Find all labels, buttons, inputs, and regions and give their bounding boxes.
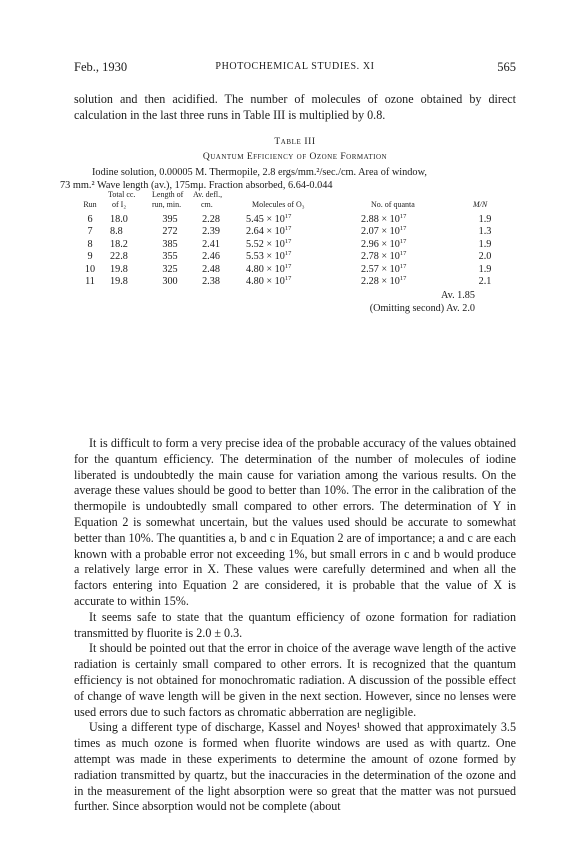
cell-quanta bbox=[361, 251, 461, 262]
cell-deflection: 2.28 bbox=[202, 214, 220, 225]
col-header-defl-2: cm. bbox=[201, 200, 213, 209]
cell-quanta-exponent: 17 bbox=[399, 250, 407, 258]
table-info bbox=[60, 166, 530, 192]
cell-molecules-mantissa: 5.52 × 10 bbox=[246, 238, 285, 250]
col-header-mn: M/N bbox=[473, 200, 488, 209]
cell-run: 11 bbox=[85, 275, 95, 287]
cell-molecules bbox=[246, 251, 350, 262]
col-header-total-1: Total cc. bbox=[108, 190, 136, 199]
page-number: 565 bbox=[497, 60, 516, 74]
cell-molecules-exponent: 17 bbox=[284, 225, 292, 233]
col-header-quanta: No. of quanta bbox=[371, 200, 415, 209]
table-average-omitting-second: (Omitting second) Av. 2.0 bbox=[369, 303, 475, 314]
table-row bbox=[60, 264, 530, 276]
cell-molecules-exponent: 17 bbox=[284, 237, 292, 245]
col-header-length-1: Length of bbox=[152, 190, 184, 199]
cell-quanta-mantissa: 2.96 × 10 bbox=[361, 238, 400, 250]
table-title: Quantum Efficiency of Ozone Formation bbox=[202, 152, 388, 162]
cell-quanta-exponent: 17 bbox=[399, 213, 407, 220]
cell-molecules bbox=[246, 239, 350, 250]
cell-run: 9 bbox=[87, 251, 93, 263]
table-header bbox=[60, 190, 530, 214]
cell-length: 272 bbox=[162, 226, 178, 238]
cell-mn: 2.0 bbox=[478, 251, 492, 263]
table-average: Av. 1.85 bbox=[441, 290, 475, 301]
table-label: Table III bbox=[274, 137, 316, 147]
intro-paragraph: solution and then acidified. The number of molecules of ozone obtained by direct calculation in the last three runs in Table III is multiplied by 0.8. bbox=[74, 92, 516, 122]
cell-quanta-mantissa: 2.57 × 10 bbox=[361, 263, 400, 275]
cell-quanta bbox=[361, 264, 461, 275]
paragraph-accuracy: It is difficult to form a very precise idea of the probable accuracy of the values obtained for the quantum efficiency. The determination of the number of molecules of iodine liberated is undoubtedly the main cause for variation among the various results. On the average these values should be good to better than 10%. The error in the calibration of the thermopile is undoubtedly small compared to other errors. The determination of Y in Equation 2 is somewhat uncertain, but the values used should be accurate to somewhat better than 10%. The quantities a, b and c in Equation 2 are of importance; a and c are each known with a probable error not exceeding 1%, but small errors in c and b would produce a relatively large error in X. These values were carefully determined and when all the factors entering into Equation 2 are considered, it is probable that the value of X is accurate to within 15%. bbox=[74, 436, 516, 608]
cell-quanta bbox=[361, 226, 461, 237]
paragraph-quartz: Using a different type of discharge, Kassel and Noyes¹ showed that approximately 3.5 times as much ozone is formed when fluorite windows are used as with quartz. One attempt was made in these experiments to determine the amount of ozone formed by radiation transmitted by quartz, but the inaccuracies in the determination of the ozone and in the measurement of the light absorption were so great that the matter was not pursued further. Since absorption would not be complete (about bbox=[74, 720, 516, 814]
cell-length: 325 bbox=[162, 263, 178, 275]
table-info-line-1: Iodine solution, 0.00005 M. Thermopile, 2.8 ergs/mm.²/sec./cm. Area of window, bbox=[92, 167, 427, 178]
cell-run: 7 bbox=[87, 226, 93, 238]
cell-quanta-mantissa: 2.28 × 10 bbox=[361, 275, 400, 287]
cell-total: 18.2 bbox=[110, 238, 128, 250]
col-header-defl-1: Av. defl., bbox=[193, 190, 223, 199]
cell-total: 22.8 bbox=[110, 251, 128, 263]
cell-deflection: 2.41 bbox=[202, 238, 220, 250]
header-title: PHOTOCHEMICAL STUDIES. XI bbox=[215, 61, 375, 72]
col-header-total-2: of I₂ bbox=[112, 200, 127, 209]
col-header-length-2: run, min. bbox=[152, 200, 182, 209]
table-row bbox=[60, 226, 530, 238]
cell-run: 10 bbox=[84, 263, 96, 275]
paragraph-wavelength: It should be pointed out that the error in choice of the average wave length of the active radiation is certainly small compared to other errors. It is recognized that the quantum efficiency is not obtained for monochromatic radiation. A discussion of the possible effect of change of wave length will be given in the next section. However, since no lenses were used errors due to such factors as chromatic abberration are negligible. bbox=[74, 641, 516, 719]
cell-molecules-mantissa: 4.80 × 10 bbox=[246, 263, 285, 275]
cell-mn: 1.9 bbox=[478, 238, 492, 250]
table-body bbox=[60, 214, 530, 288]
paragraph-conclusion: It seems safe to state that the quantum efficiency of ozone formation for radiation transmitted by fluorite is 2.0 ± 0.3. bbox=[74, 609, 516, 640]
cell-quanta bbox=[361, 214, 461, 225]
cell-deflection: 2.38 bbox=[202, 275, 220, 287]
cell-total: 19.8 bbox=[110, 263, 128, 275]
table-info-line-2: 73 mm.² Wave length (av.), 175mμ. Fraction absorbed, 6.64-0.044 bbox=[60, 180, 333, 191]
col-header-molecules: Molecules of O₃ bbox=[252, 200, 305, 209]
cell-quanta-exponent: 17 bbox=[399, 225, 407, 233]
cell-run: 8 bbox=[87, 238, 93, 250]
cell-quanta-exponent: 17 bbox=[399, 262, 407, 270]
cell-quanta-exponent: 17 bbox=[399, 274, 407, 282]
cell-length: 355 bbox=[162, 251, 178, 263]
body-text bbox=[74, 436, 516, 815]
cell-mn: 1.9 bbox=[478, 214, 492, 225]
cell-molecules bbox=[246, 264, 350, 275]
cell-length: 300 bbox=[162, 275, 178, 287]
cell-quanta-mantissa: 2.07 × 10 bbox=[361, 226, 400, 238]
cell-quanta bbox=[361, 239, 461, 250]
table-row bbox=[60, 239, 530, 251]
cell-molecules bbox=[246, 214, 350, 225]
cell-quanta-mantissa: 2.88 × 10 bbox=[361, 214, 400, 225]
cell-molecules-mantissa: 2.64 × 10 bbox=[246, 226, 285, 238]
cell-deflection: 2.48 bbox=[202, 263, 220, 275]
col-header-run: Run bbox=[83, 200, 97, 209]
cell-mn: 2.1 bbox=[478, 275, 492, 287]
cell-molecules-exponent: 17 bbox=[284, 250, 292, 258]
cell-molecules bbox=[246, 226, 350, 237]
header-date: Feb., 1930 bbox=[74, 60, 128, 74]
cell-total: 19.8 bbox=[110, 275, 128, 287]
cell-total: 18.0 bbox=[110, 214, 128, 225]
cell-length: 395 bbox=[162, 214, 178, 225]
cell-mn: 1.3 bbox=[478, 226, 492, 238]
intro-text bbox=[74, 92, 516, 124]
cell-deflection: 2.46 bbox=[202, 251, 220, 263]
cell-molecules-exponent: 17 bbox=[284, 213, 292, 220]
cell-molecules bbox=[246, 276, 350, 287]
cell-total: 8.8 bbox=[110, 226, 123, 238]
cell-molecules-exponent: 17 bbox=[284, 274, 292, 282]
table-row bbox=[60, 276, 530, 288]
cell-mn: 1.9 bbox=[478, 263, 492, 275]
cell-molecules-mantissa: 5.53 × 10 bbox=[246, 251, 285, 263]
table-row bbox=[60, 214, 530, 226]
cell-quanta bbox=[361, 276, 461, 287]
cell-quanta-mantissa: 2.78 × 10 bbox=[361, 251, 400, 263]
cell-length: 385 bbox=[162, 238, 178, 250]
cell-deflection: 2.39 bbox=[202, 226, 220, 238]
cell-quanta-exponent: 17 bbox=[399, 237, 407, 245]
cell-molecules-mantissa: 4.80 × 10 bbox=[246, 275, 285, 287]
cell-molecules-exponent: 17 bbox=[284, 262, 292, 270]
cell-molecules-mantissa: 5.45 × 10 bbox=[246, 214, 285, 225]
cell-run: 6 bbox=[87, 214, 93, 225]
table-row bbox=[60, 251, 530, 263]
